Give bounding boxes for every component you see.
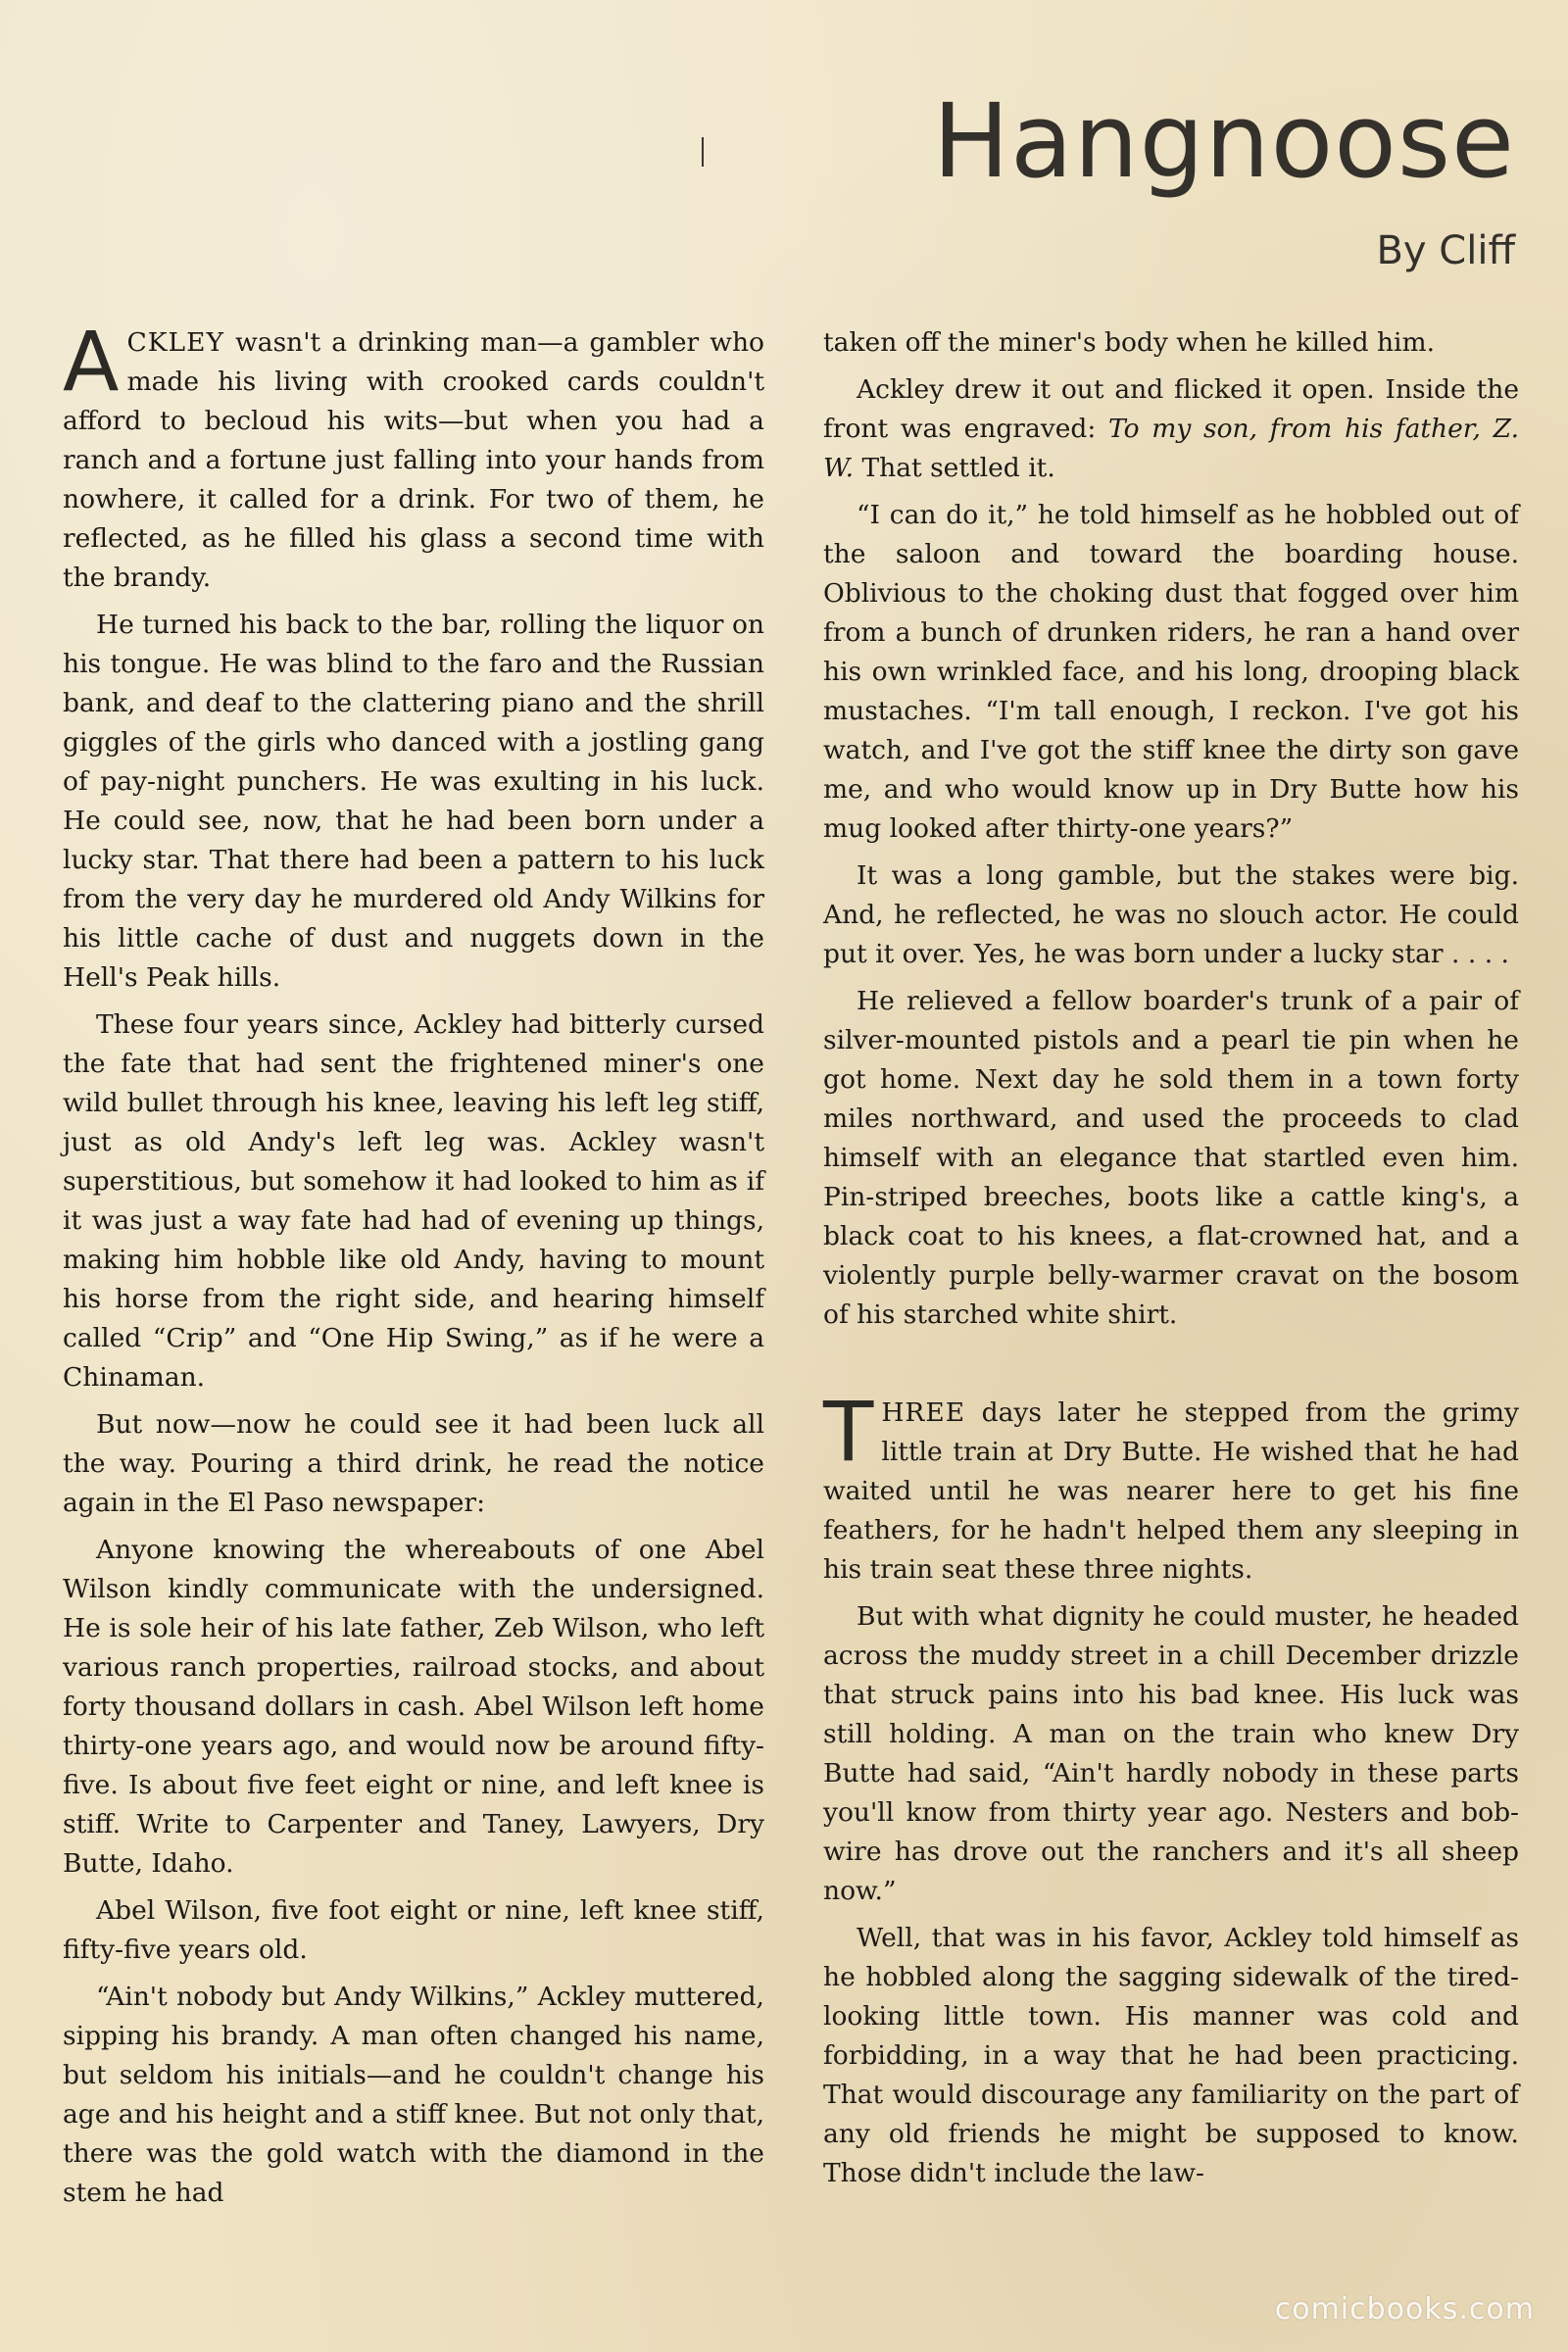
paragraph <box>823 1384 1519 1590</box>
paragraph: It was a long gamble, but the stakes were big. And, he reflected, he was no slouch actor. He could put it over. Yes, he was born under a lucky star . . . . <box>823 860 1519 969</box>
paragraph: taken off the miner's body when he killed him. <box>823 327 1436 358</box>
newspaper-notice: Anyone knowing the whereabouts of one Abel Wilson kindly communicate with the undersigned. He is sole heir of his late father, Zeb Wilson, who left various ranch properties, railroad stocks, and about forty thousand dollars in cash. Abel Wilson left home thirty-one years ago, and would now be around fifty-five. Is about five feet eight or nine, and left knee is stiff. Write to Carpenter and Taney, Lawyers, Dry Butte, Idaho. <box>63 1535 764 1879</box>
right-column <box>823 323 1519 2201</box>
paragraph <box>823 370 1519 488</box>
byline: By Cliff <box>1376 228 1515 273</box>
left-column <box>63 314 764 2221</box>
paragraph: But now—now he could see it had been luck all the way. Pouring a third drink, he read the notice again in the El Paso newspaper: <box>63 1409 764 1518</box>
title-block <box>932 81 1515 273</box>
story-title: Hangnoose <box>932 81 1515 201</box>
drop-cap: T <box>823 1384 874 1480</box>
paragraph: He turned his back to the bar, rolling the liquor on his tongue. He was blind to the faro and the Russian bank, and deaf to the clattering piano and the shrill giggles of the girls who danced with a jostling gang of pay-night punchers. He was exulting in his luck. He could see, now, that he had been born under a lucky star. That there had been a pattern to his luck from the very day he murdered old Andy Wilkins for his little cache of dust and nuggets down in the Hell's Peak hills. <box>63 610 764 993</box>
paragraph: Well, that was in his favor, Ackley told himself as he hobbled along the sagging sidewalk of the tired-looking little town. His manner was cold and forbidding, in a way that he had been practicing. That would discourage any familiarity on the part of any old friends he might be supposed to know. Those didn't include the law- <box>823 1923 1519 2188</box>
lead-in: HREE <box>881 1397 966 1428</box>
print-mark <box>702 137 704 167</box>
paragraph-text: days later he stepped from the grimy little train at Dry Butte. He wished that he had waited until he was nearer here to get his fine feathers, for he hadn't helped them any sleeping in his train seat these three nights. <box>823 1397 1519 1585</box>
lead-in: CKLEY <box>126 327 224 358</box>
paragraph: “Ain't nobody but Andy Wilkins,” Ackley muttered, sipping his brandy. A man often changed his name, but seldom his initials—and he couldn't change his age and his height and a stiff knee. But not only that, there was the gold watch with the diamond in the stem he had <box>63 1982 764 2208</box>
paragraph <box>63 314 764 598</box>
watermark: comicbooks.com <box>1274 2292 1535 2327</box>
engraving-text: To my son, from his father, Z. W. <box>823 414 1519 483</box>
section-break <box>823 1343 1519 1394</box>
paragraph: Abel Wilson, five foot eight or nine, left knee stiff, fifty-five years old. <box>63 1895 764 1965</box>
paragraph: He relieved a fellow boarder's trunk of a pair of silver-mounted pistols and a pearl tie pin when he got home. Next day he sold them in a town forty miles northward, and used the proceeds to clad himself with an elegance that startled even him. Pin-striped breeches, boots like a cattle king's, a black coat to his knees, a flat-crowned hat, and a violently purple belly-warmer cravat on the bosom of his starched white shirt. <box>823 986 1519 1330</box>
paragraph: But with what dignity he could muster, he headed across the muddy street in a chill December drizzle that struck pains into his bad knee. His luck was still holding. A man on the train who knew Dry Butte had said, “Ain't hardly nobody in these parts you'll know from thirty year ago. Nesters and bob-wire has drove out the ranchers and it's all sheep now.” <box>823 1601 1519 1906</box>
paragraph-text: wasn't a drinking man—a gambler who made his living with crooked cards couldn't afford to becloud his wits—but when you had a ranch and a fortune just falling into your hands from nowhere, it called for a drink. For two of them, he reflected, as he filled his glass a second time with the brandy. <box>63 327 764 593</box>
drop-cap: A <box>63 314 120 410</box>
paragraph: These four years since, Ackley had bitterly cursed the fate that had sent the frightened miner's one wild bullet through his knee, leaving his left leg stiff, just as old Andy's left leg was. Ackley wasn't superstitious, but somehow it had looked to him as if it was just a way fate had had of evening up things, making him hobble like old Andy, having to mount his horse from the right side, and hearing himself called “Crip” and “One Hip Swing,” as if he were a Chinaman. <box>63 1009 764 1393</box>
paragraph: “I can do it,” he told himself as he hobbled out of the saloon and toward the boarding house. Oblivious to the choking dust that fogged over him from a bunch of drunken riders, he ran a hand over his own wrinkled face, and his long, drooping black mustaches. “I'm tall enough, I reckon. I've got his watch, and I've got the stiff knee the dirty son gave me, and who would know up in Dry Butte how his mug looked after thirty-one years?” <box>823 500 1519 844</box>
paragraph-text: That settled it. <box>854 453 1055 483</box>
paragraph-text: Ackley drew it out and flicked it open. Inside the front was engraved: <box>823 374 1519 444</box>
